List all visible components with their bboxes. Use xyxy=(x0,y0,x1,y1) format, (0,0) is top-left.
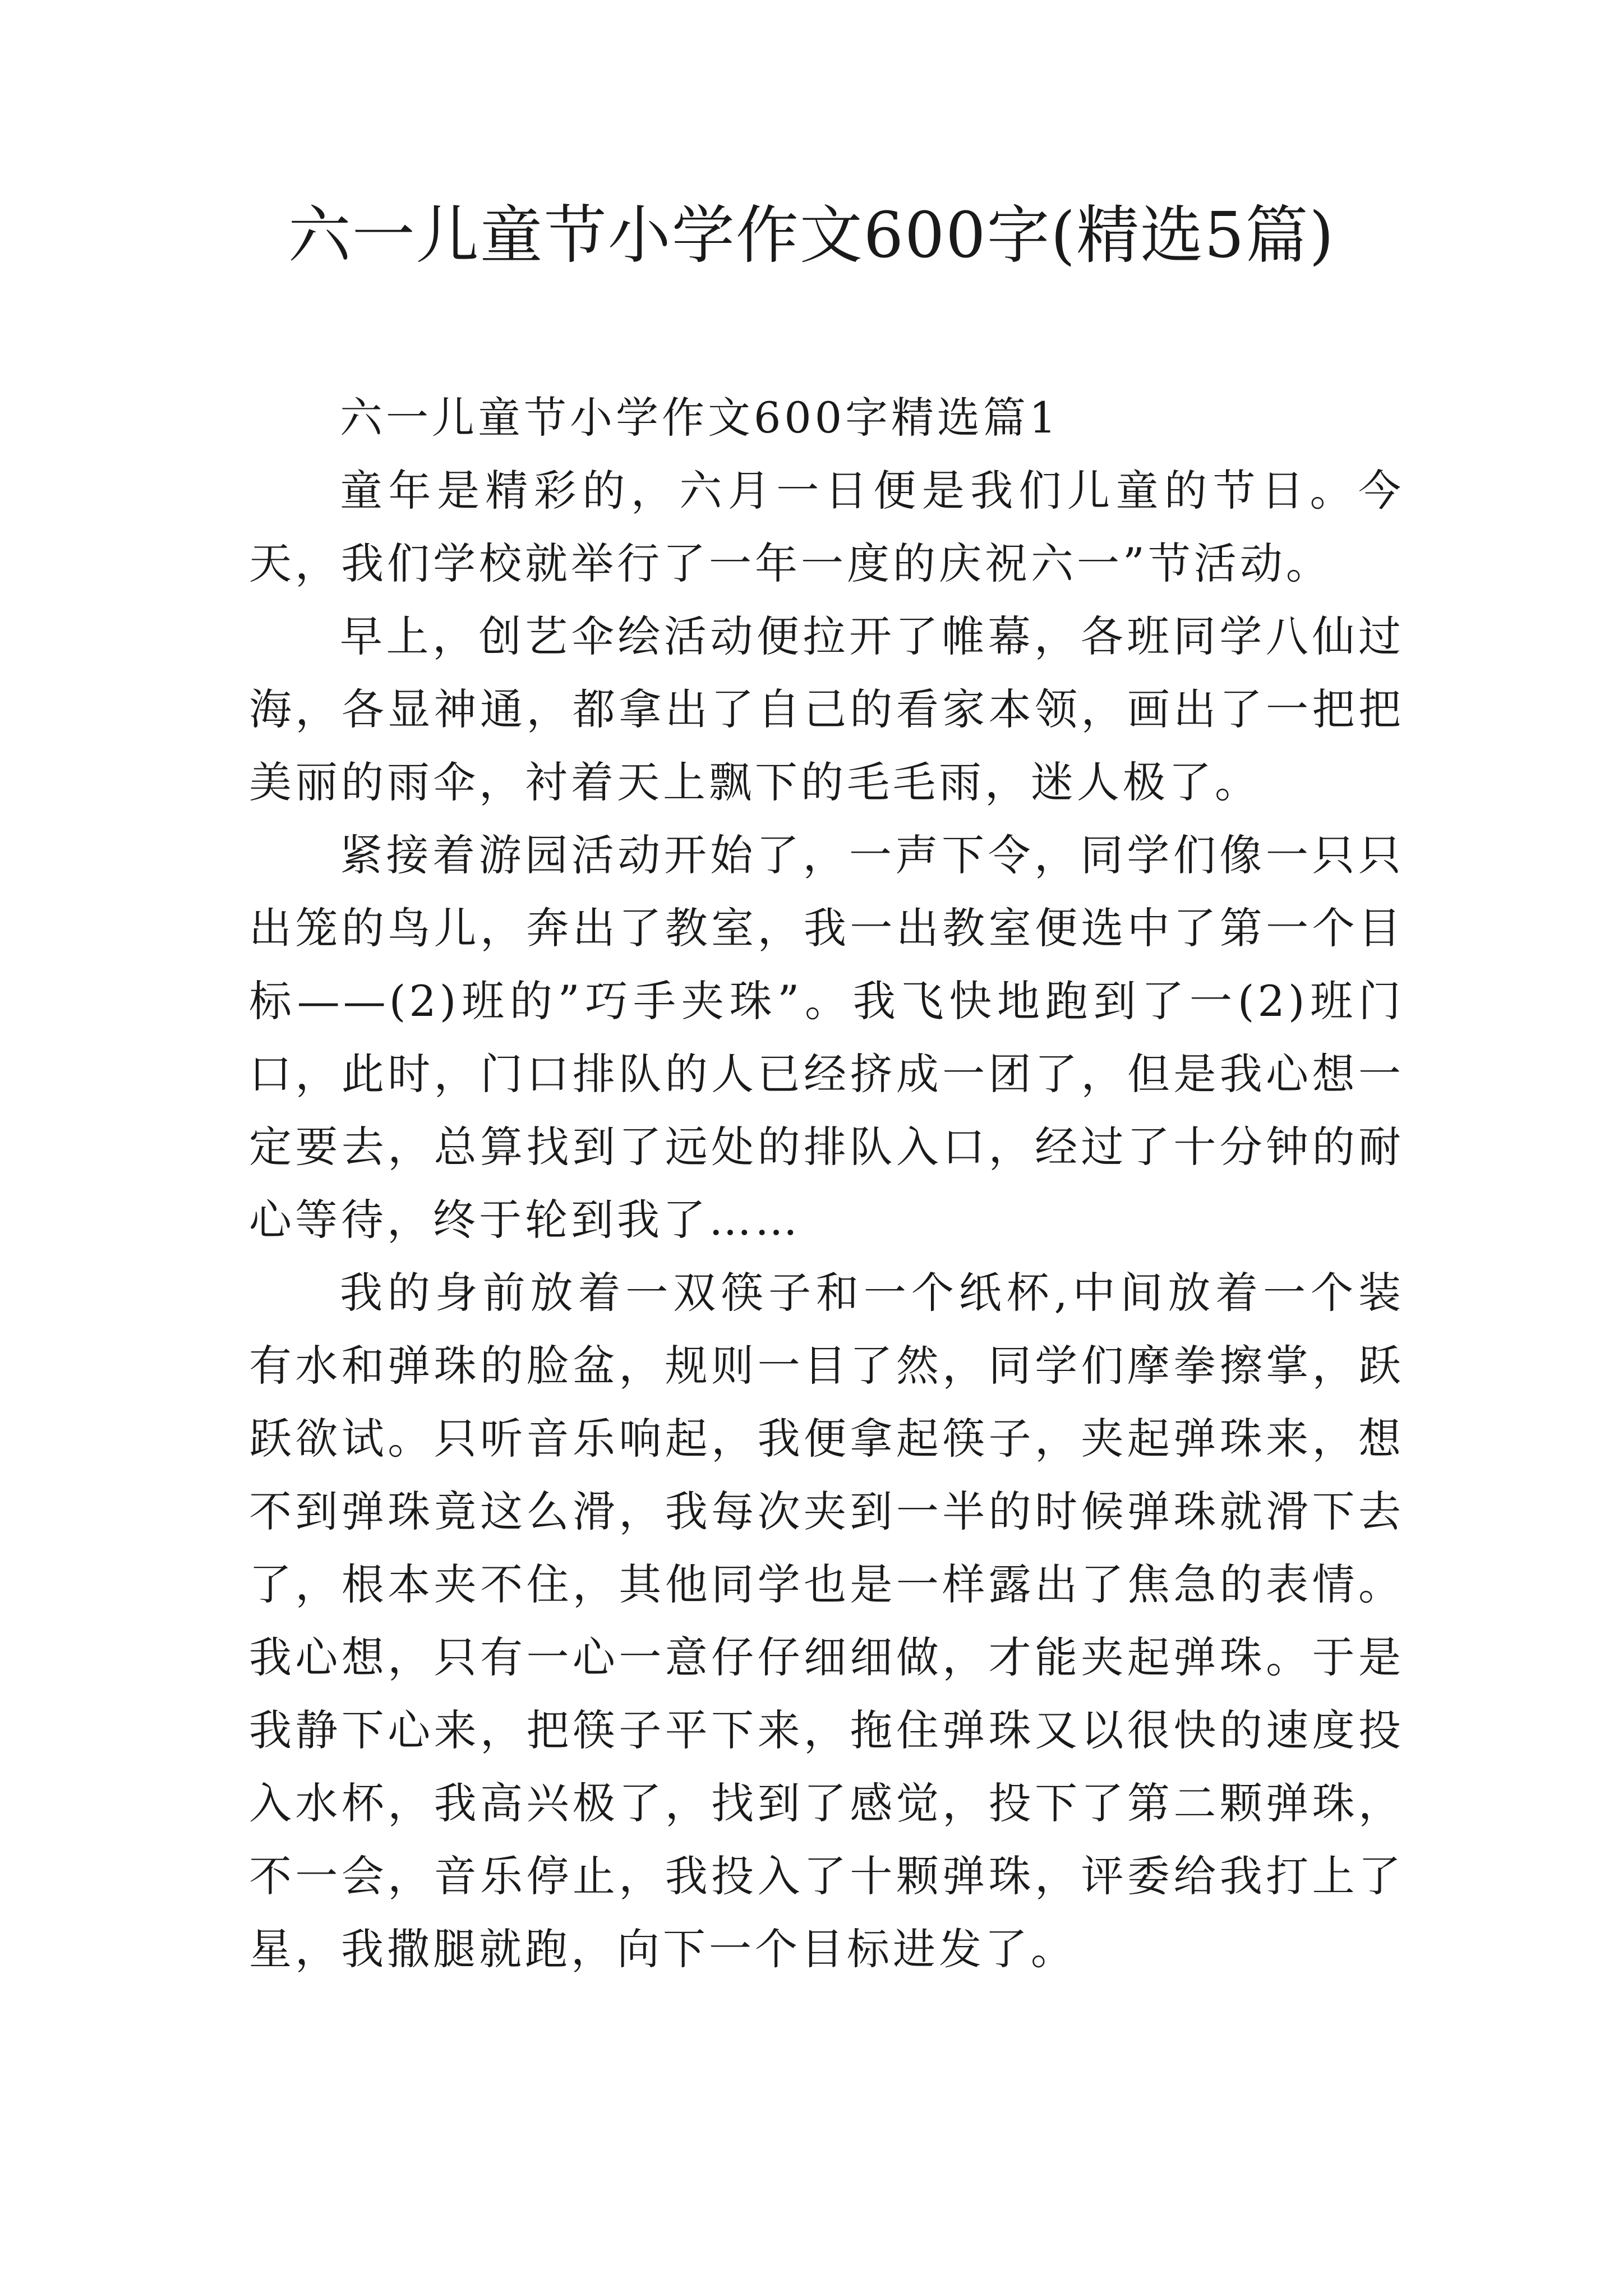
document-body xyxy=(249,381,1404,1986)
paragraph: 紧接着游园活动开始了，一声下令，同学们像一只只出笼的鸟儿，奔出了教室，我一出教室便选中了第一个目标——(2)班的”巧手夹珠”。我飞快地跑到了一(2)班门口，此时，门口排队的人已经挤成一团了，但是我心想一定要去，总算找到了远处的排队入口，经过了十分钟的耐心等待，终于轮到我了…… xyxy=(249,830,1404,1245)
paragraph: 早上，创艺伞绘活动便拉开了帷幕，各班同学八仙过海，各显神通，都拿出了自己的看家本领，画出了一把把美丽的雨伞，衬着天上飘下的毛毛雨，迷人极了。 xyxy=(249,611,1404,807)
paragraph: 童年是精彩的，六月一日便是我们儿童的节日。今天，我们学校就举行了一年一度的庆祝六一”节活动。 xyxy=(249,466,1404,588)
document-title: 六一儿童节小学作文600字(精选5篇) xyxy=(288,199,1335,272)
section-heading: 六一儿童节小学作文600字精选篇1 xyxy=(340,393,1060,443)
paragraph: 我的身前放着一双筷子和一个纸杯,中间放着一个装有水和弹珠的脸盆，规则一目了然，同学们摩拳擦掌，跃跃欲试。只听音乐响起，我便拿起筷子，夹起弹珠来，想不到弹珠竟这么滑，我每次夹到一半的时候弹珠就滑下去了，根本夹不住，其他同学也是一样露出了焦急的表情。我心想，只有一心一意仔仔细细做，才能夹起弹珠。于是我静下心来，把筷子平下来，拖住弹珠又以很快的速度投入水杯，我高兴极了，找到了感觉，投下了第二颗弹珠，不一会，音乐停止，我投入了十颗弹珠，评委给我打上了星，我撒腿就跑，向下一个目标进发了。 xyxy=(249,1268,1404,1974)
